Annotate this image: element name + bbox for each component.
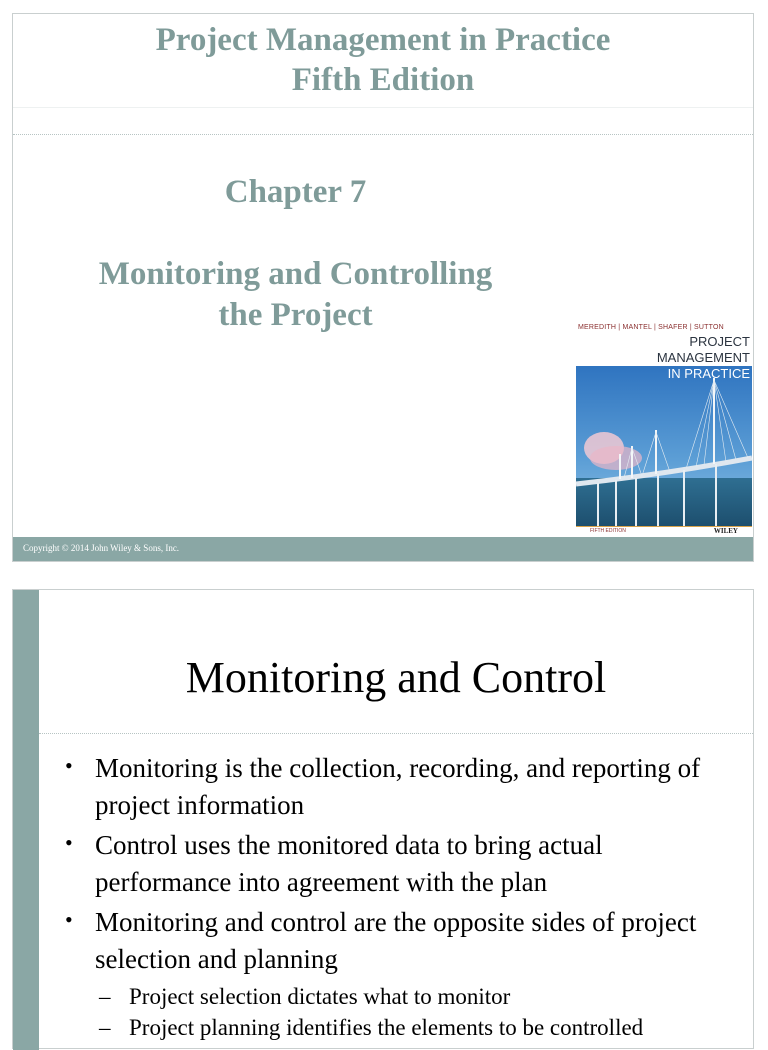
dash-icon: – bbox=[99, 1015, 111, 1040]
title-slide bbox=[12, 13, 754, 562]
bridge-illustration bbox=[576, 366, 752, 526]
bullet-icon: • bbox=[65, 830, 73, 855]
slide-footer-bar bbox=[13, 537, 753, 561]
slide-side-band bbox=[13, 590, 39, 1050]
chapter-title-line: Monitoring and Controlling bbox=[98, 256, 493, 292]
cover-title-line: IN PRACTICE bbox=[667, 366, 750, 381]
list-item-text: Monitoring and control are the opposite sides of project selection and planning bbox=[95, 907, 697, 974]
list-item bbox=[63, 827, 743, 901]
cover-title-line: MANAGEMENT bbox=[656, 350, 750, 365]
title-divider-solid bbox=[13, 107, 753, 108]
book-title bbox=[13, 20, 753, 100]
sub-list-item bbox=[63, 1012, 743, 1043]
cover-title bbox=[657, 334, 750, 382]
dash-icon: – bbox=[99, 984, 111, 1009]
list-item bbox=[63, 750, 743, 824]
book-edition-line: Fifth Edition bbox=[291, 62, 475, 98]
book-title-line: Project Management in Practice bbox=[155, 22, 611, 58]
bullet-icon: • bbox=[65, 753, 73, 778]
sub-list-item-text: Project selection dictates what to monitor bbox=[129, 984, 511, 1009]
list-item bbox=[63, 904, 743, 978]
slide-title: Monitoring and Control bbox=[185, 653, 607, 702]
sub-list-item-text: Project planning identifies the elements to be controlled bbox=[129, 1015, 644, 1040]
bullet-list bbox=[63, 750, 743, 1043]
cover-authors: MEREDITH | MANTEL | SHAFER | SUTTON bbox=[578, 324, 724, 331]
sub-list-item bbox=[63, 981, 743, 1012]
cover-publisher-logo: WILEY bbox=[713, 527, 738, 535]
copyright-text: Copyright © 2014 John Wiley & Sons, Inc. bbox=[23, 543, 180, 553]
book-cover-image bbox=[576, 319, 752, 537]
list-item-text: Control uses the monitored data to bring actual performance into agreement with the plan bbox=[95, 830, 603, 897]
title-divider-dotted bbox=[13, 134, 753, 135]
chapter-title-line: the Project bbox=[218, 297, 373, 333]
cover-title-line: PROJECT bbox=[689, 334, 750, 349]
chapter-heading: Chapter 7 bbox=[224, 174, 367, 210]
chapter-title bbox=[13, 254, 578, 336]
title-divider-dotted bbox=[39, 733, 753, 734]
bullet-icon: • bbox=[65, 907, 73, 932]
bridge-photo bbox=[576, 366, 752, 526]
list-item-text: Monitoring is the collection, recording, and reporting of project information bbox=[95, 753, 701, 820]
content-slide bbox=[12, 589, 754, 1049]
cover-edition: FIFTH EDITION bbox=[590, 528, 626, 534]
